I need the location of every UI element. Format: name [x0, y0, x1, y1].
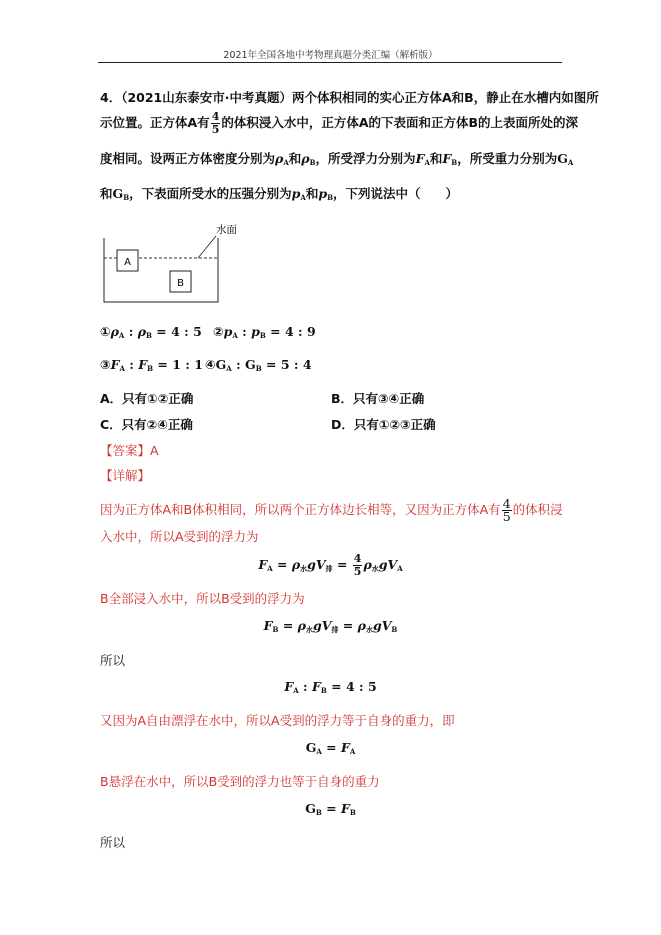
explanation-line-7: 所以: [100, 835, 126, 850]
symbol: F: [442, 151, 452, 166]
water-tank-figure: [98, 218, 278, 308]
equation-gb: [0, 801, 661, 817]
equation-fa: [0, 553, 661, 578]
question-text: 度相同。设两正方体密度分别为: [100, 151, 276, 166]
header-rule: [98, 62, 562, 63]
subscript: B: [320, 686, 327, 695]
statement-2: [213, 324, 316, 340]
question-text: 的体积浸入水中，正方体A的下表面和正方体B的上表面所处的深: [221, 115, 579, 130]
symbol: G: [557, 151, 568, 166]
subscript: B: [349, 808, 356, 817]
operator: =: [338, 618, 358, 633]
fraction: [502, 498, 512, 523]
symbol: F: [341, 801, 350, 816]
question-text: ，下表面所受水的压强分别为: [129, 186, 292, 201]
option-a: A．只有①②正确: [100, 391, 194, 406]
subscript: A: [300, 193, 306, 202]
subscript: 排: [325, 564, 333, 573]
symbol: ρ: [363, 557, 372, 572]
explanation-line-6: B悬浮在水中，所以B受到的浮力也等于自身的重力: [100, 774, 380, 789]
subscript: A: [293, 686, 299, 695]
question-line-2: [100, 111, 578, 136]
question-text: ，所受浮力分别为: [315, 151, 416, 166]
question-line-4: [100, 184, 458, 202]
subscript: A: [316, 747, 322, 756]
question-text: 两个体积相同的实心正方体A和B，静止在水槽内如图所: [292, 90, 599, 105]
symbol: G: [305, 801, 316, 816]
explanation-line-1: [100, 498, 563, 523]
statement-number: ②: [213, 324, 224, 339]
explanation-line-3: B全部浸入水中，所以B受到的浮力为: [100, 591, 305, 606]
statement-1: [100, 324, 202, 340]
label-pointer: [198, 236, 216, 258]
subscript: B: [315, 808, 322, 817]
statement-number: ①: [100, 324, 111, 339]
fraction-numerator: 4: [211, 110, 220, 123]
subscript: A: [232, 331, 238, 340]
question-source: （2021山东泰安市·中考真题）: [121, 90, 292, 105]
symbol: G: [305, 740, 317, 755]
subscript: 水: [300, 564, 308, 573]
statement-3: [100, 357, 203, 373]
question-text: 和: [305, 186, 319, 201]
statement-number: ④: [205, 357, 216, 372]
symbol: p: [223, 324, 233, 339]
explanation-label: 【详解】: [100, 468, 151, 483]
cube-b-label: B: [177, 278, 184, 289]
subscript: A: [267, 564, 273, 573]
ratio: = 1 : 1: [153, 357, 203, 372]
subscript: 排: [331, 625, 339, 634]
explanation-text: 的体积浸: [512, 502, 563, 517]
symbol: g: [307, 557, 316, 572]
subscript: B: [255, 364, 262, 373]
equation-fb: [0, 618, 661, 635]
subscript: A: [567, 158, 574, 167]
symbol: p: [251, 324, 260, 339]
symbol: V: [381, 618, 392, 633]
question-text: 和: [429, 151, 443, 166]
symbol: G: [245, 357, 256, 372]
symbol: ρ: [297, 618, 306, 633]
question-text: 示位置。正方体A有: [100, 115, 210, 130]
operator: =: [278, 618, 298, 633]
subscript: 水: [305, 625, 313, 634]
explanation-line-2: 入水中，所以A受到的浮力为: [100, 529, 259, 544]
subscript: 水: [365, 625, 373, 634]
fraction-numerator: 4: [502, 496, 511, 511]
symbol: ρ: [291, 557, 301, 572]
subscript: A: [424, 158, 430, 167]
page-header: 2021年全国各地中考物理真题分类汇编（解析版）: [223, 50, 438, 61]
option-d: D．只有①②③正确: [331, 417, 436, 432]
equation-ga: [0, 740, 661, 756]
symbol: F: [258, 557, 268, 572]
ratio: = 4 : 5: [326, 679, 377, 694]
subscript: B: [391, 625, 398, 634]
symbol: F: [263, 618, 273, 633]
symbol: ρ: [137, 324, 147, 339]
operator: :: [231, 357, 246, 372]
subscript: B: [272, 625, 279, 634]
symbol: G: [112, 186, 124, 201]
operator: :: [124, 357, 139, 372]
symbol: ρ: [357, 618, 366, 633]
operator: =: [321, 801, 341, 816]
question-text: 和: [100, 186, 113, 201]
subscript: A: [397, 564, 403, 573]
cube-a-label: A: [124, 257, 131, 268]
symbol: V: [315, 557, 326, 572]
water-surface-label: 水面: [216, 224, 237, 236]
subscript: B: [309, 158, 316, 167]
symbol: V: [387, 557, 398, 572]
fraction: [353, 553, 363, 578]
symbol: g: [312, 618, 322, 633]
symbol: F: [311, 679, 321, 694]
question-text: 和: [288, 151, 302, 166]
explanation-line-5: 又因为A自由漂浮在水中，所以A受到的浮力等于自身的重力，即: [100, 713, 455, 728]
symbol: p: [291, 186, 301, 201]
operator: =: [332, 557, 352, 572]
fraction-denominator: 5: [211, 123, 220, 136]
question-text: ，下列说法中（ ）: [333, 186, 459, 201]
question-text: ，所受重力分别为: [457, 151, 558, 166]
equation-ratio: [0, 679, 661, 695]
subscript: A: [349, 747, 356, 756]
fraction-numerator: 4: [353, 552, 362, 565]
operator: =: [321, 740, 341, 755]
symbol: V: [321, 618, 332, 633]
symbol: ρ: [110, 324, 119, 339]
operator: :: [237, 324, 252, 339]
subscript: B: [147, 364, 154, 373]
subscript: A: [119, 364, 125, 373]
subscript: B: [123, 193, 130, 202]
fraction-denominator: 5: [502, 509, 511, 524]
symbol: F: [415, 151, 425, 166]
subscript: A: [118, 331, 125, 340]
operator: :: [298, 679, 312, 694]
statement-4: [205, 357, 312, 373]
subscript: B: [259, 331, 266, 340]
option-c: C．只有②④正确: [100, 417, 193, 432]
statement-number: ③: [100, 357, 111, 372]
symbol: g: [372, 618, 382, 633]
fraction: [211, 111, 221, 136]
symbol: F: [138, 357, 148, 372]
symbol: g: [378, 557, 388, 572]
question-line-1: [100, 88, 599, 106]
operator: :: [124, 324, 138, 339]
symbol: F: [284, 679, 294, 694]
ratio: = 4 : 9: [265, 324, 316, 339]
symbol: F: [341, 740, 350, 755]
subscript: 水: [371, 564, 379, 573]
subscript: B: [146, 331, 152, 340]
answer-label: 【答案】A: [100, 443, 159, 458]
subscript: B: [327, 193, 334, 202]
symbol: ρ: [301, 151, 310, 166]
symbol: F: [110, 357, 120, 372]
fraction-denominator: 5: [353, 565, 362, 578]
symbol: p: [318, 186, 328, 201]
explanation-text: 因为正方体A和B体积相同，所以两个正方体边长相等，又因为正方体A有: [100, 502, 501, 517]
ratio: = 5 : 4: [261, 357, 312, 372]
operator: =: [272, 557, 292, 572]
subscript: A: [283, 158, 289, 167]
ratio: = 4 : 5: [151, 324, 202, 339]
option-b: B．只有③④正确: [331, 391, 425, 406]
subscript: A: [226, 364, 232, 373]
question-number: 4．: [100, 90, 122, 105]
symbol: ρ: [275, 151, 284, 166]
explanation-line-4: 所以: [100, 653, 126, 668]
symbol: G: [215, 357, 227, 372]
question-line-3: [100, 149, 573, 167]
subscript: B: [451, 158, 458, 167]
